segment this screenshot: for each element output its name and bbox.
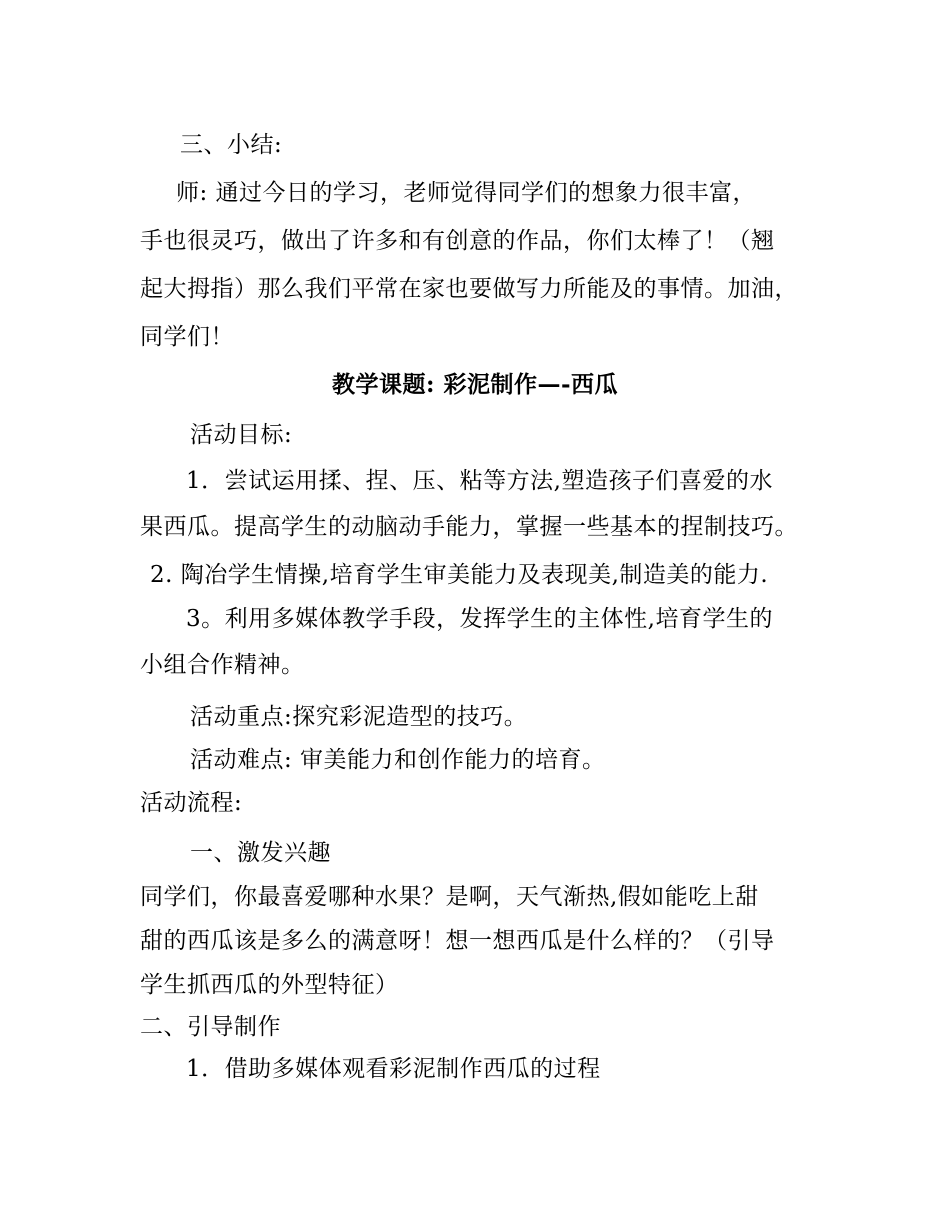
section-summary-heading: 三、小结: (180, 132, 283, 158)
lesson-title: 教学课题: 彩泥制作—-西瓜 (331, 371, 619, 398)
paragraph-line: 同学们！ (140, 324, 234, 350)
objective-item-continued: 果西瓜。提高学生的动脑动手能力，掌握一些基本的捏制技巧。 (140, 514, 798, 540)
objective-item-continued: 小组合作精神。 (140, 652, 305, 678)
objective-item: 1．尝试运用揉、捏、压、粘等方法,塑造孩子们喜爱的水 (186, 468, 773, 494)
paragraph-line: 同学们，你最喜爱哪种水果？是啊，天气渐热,假如能吃上甜 (140, 884, 759, 910)
key-point: 活动重点:探究彩泥造型的技巧。 (190, 704, 528, 730)
process-heading: 活动流程: (140, 790, 243, 816)
paragraph-line: 手也很灵巧，做出了许多和有创意的作品，你们太棒了！（翘 (140, 228, 775, 254)
objective-item: 3。利用多媒体教学手段，发挥学生的主体性,培育学生的 (186, 606, 773, 632)
paragraph-line: 起大拇指）那么我们平常在家也要做写力所能及的事情。加油， (140, 276, 798, 302)
objectives-heading: 活动目标: (190, 422, 293, 448)
objective-item: 2. 陶冶学生情操,培育学生审美能力及表现美,制造美的能力. (150, 562, 769, 588)
paragraph-line: 学生抓西瓜的外型特征） (140, 972, 399, 998)
difficult-point: 活动难点: 审美能力和创作能力的培育。 (190, 747, 606, 773)
step-heading: 一、激发兴趣 (190, 840, 331, 866)
step-heading: 二、引导制作 (140, 1014, 281, 1040)
paragraph-line: 师: 通过今日的学习，老师觉得同学们的想象力很丰富， (176, 180, 757, 206)
paragraph-line: 甜的西瓜该是多么的满意呀！想一想西瓜是什么样的？（引导 (140, 928, 775, 954)
step-item: 1．借助多媒体观看彩泥制作西瓜的过程 (186, 1056, 601, 1082)
